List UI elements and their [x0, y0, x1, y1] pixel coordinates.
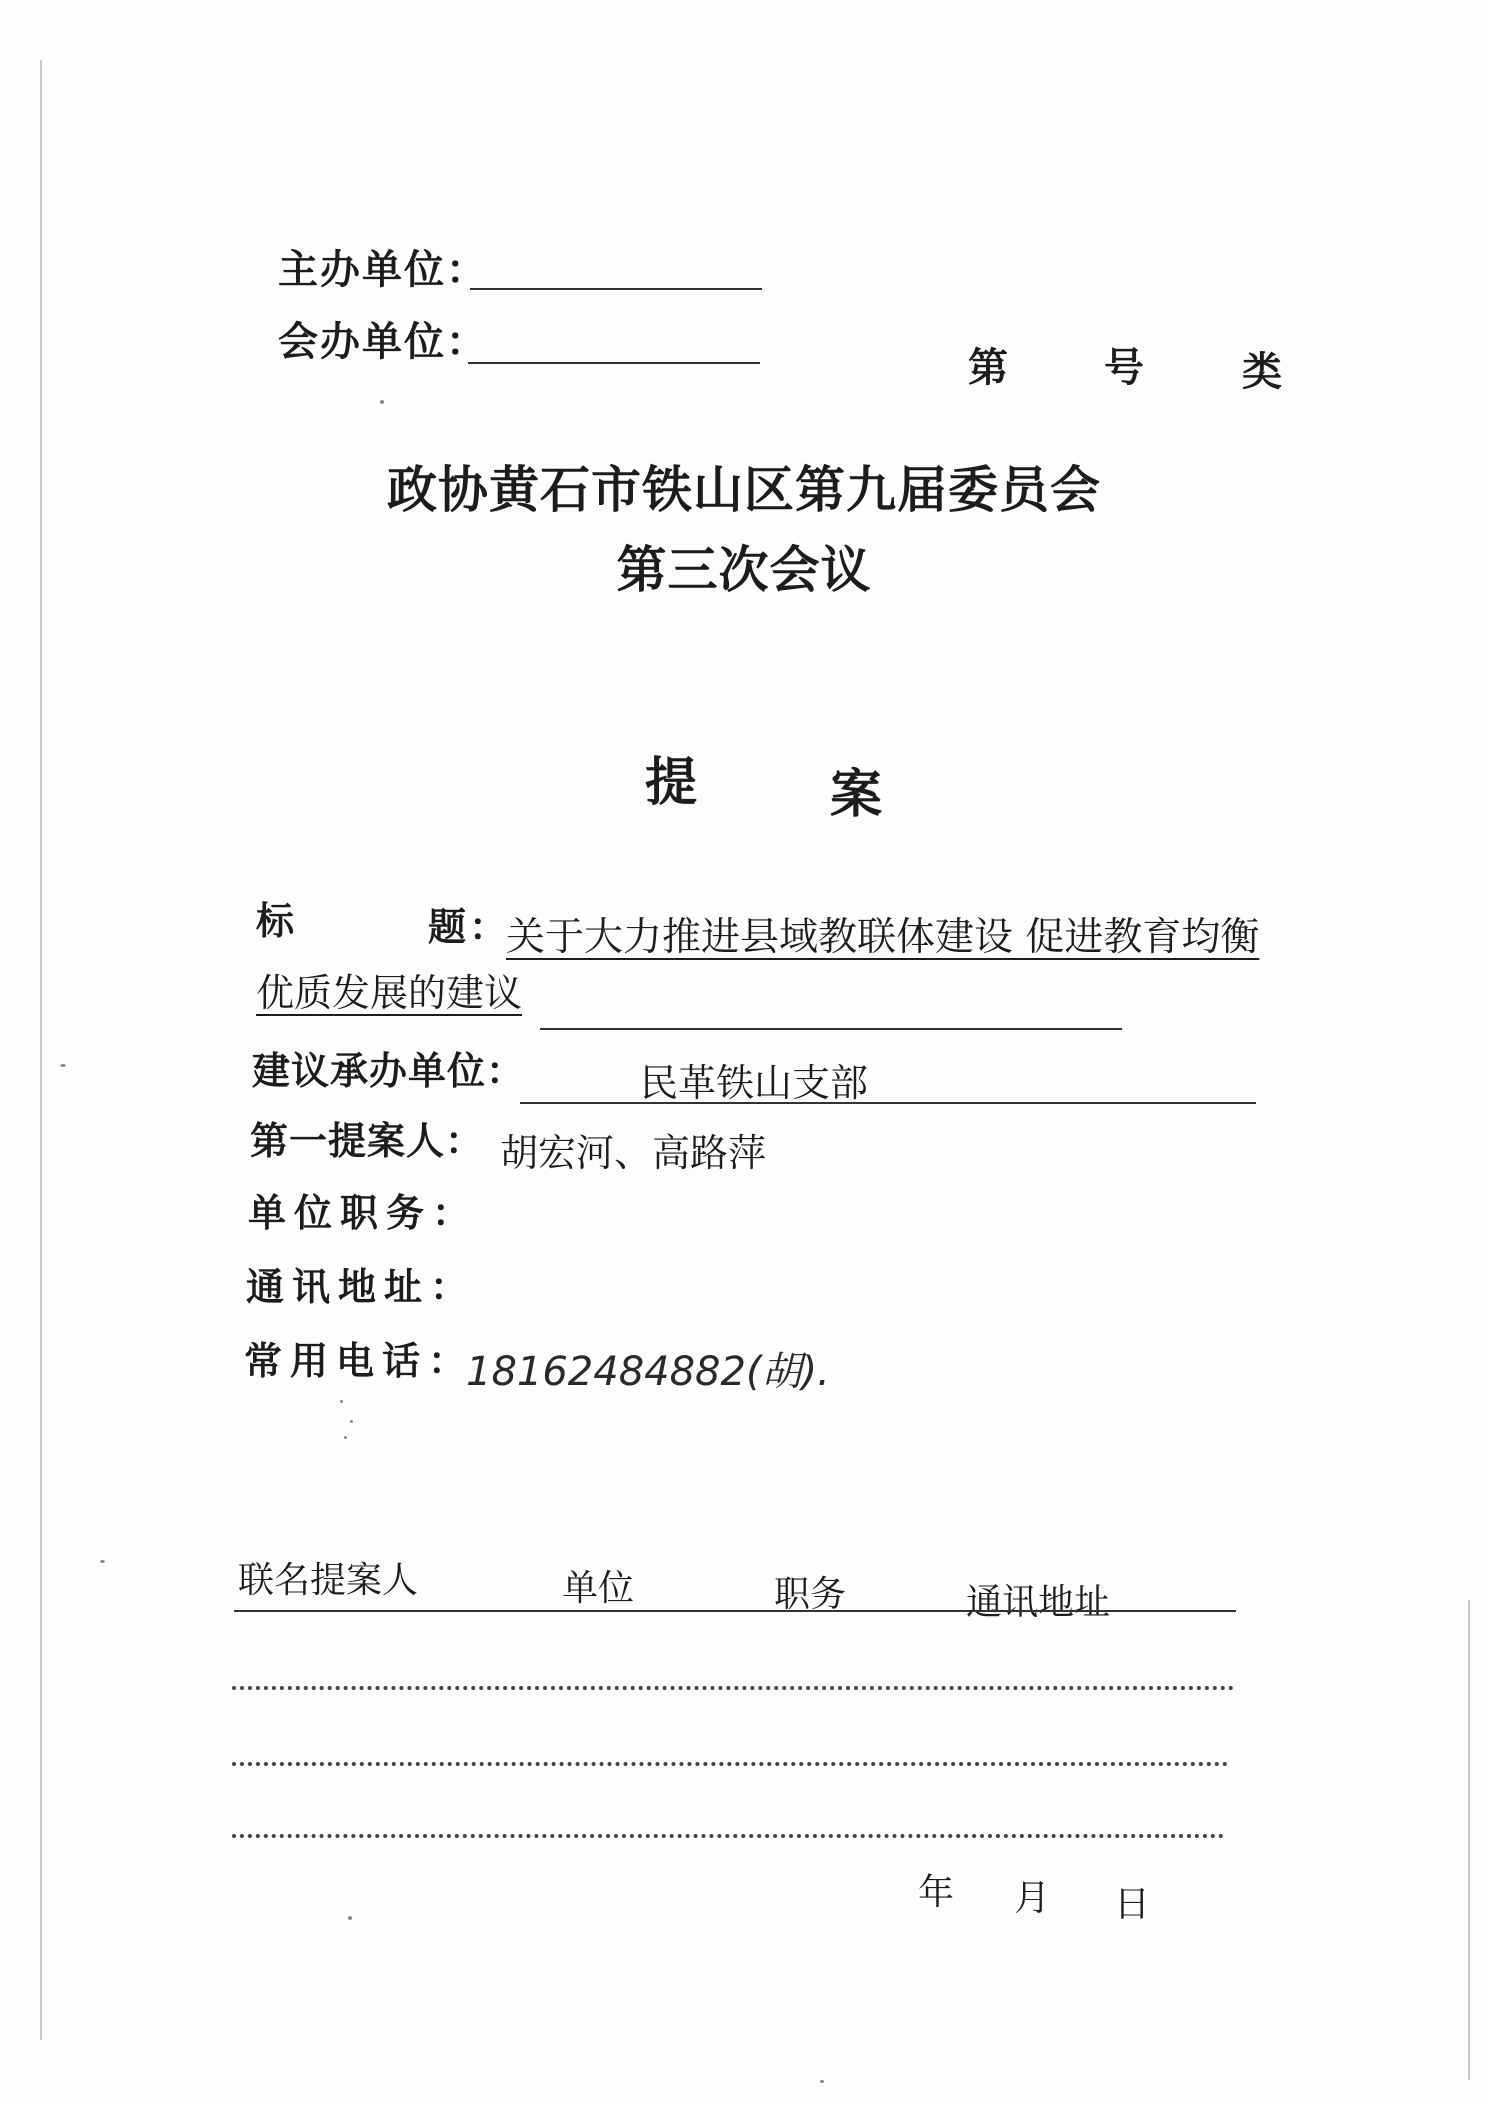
subject-underline-extension: [540, 1028, 1122, 1030]
host-unit-blank: [470, 288, 762, 290]
scan-speck: [60, 1064, 66, 1067]
date-year: 年: [918, 1872, 955, 1913]
first-proposer-label: 第一提案人：: [250, 1118, 485, 1163]
handling-unit-underline: [520, 1102, 1256, 1104]
co-host-unit-blank: [468, 362, 760, 364]
subject-value-line-2: 优质发展的建议: [256, 971, 523, 1015]
subject-label-1: 标: [256, 898, 298, 943]
number-prefix: 第: [968, 344, 1008, 391]
cosigner-row-3: [232, 1834, 1224, 1838]
cosigner-header-address: 通讯地址: [966, 1582, 1111, 1623]
date-day: 日: [1114, 1884, 1151, 1925]
first-proposer-value: 胡宏河、高路萍: [500, 1131, 767, 1175]
proposal-heading-char-2: 案: [830, 764, 883, 825]
scan-speck: [350, 1420, 353, 1423]
scan-right-edge: [1468, 1600, 1470, 2080]
handling-unit-value: 民革铁山支部: [640, 1061, 869, 1105]
cosigner-row-1: [232, 1686, 1234, 1690]
address-label: 通讯地址：: [246, 1264, 477, 1309]
phone-value-handwritten: 18162484882(胡).: [466, 1349, 830, 1395]
scan-speck: [348, 1916, 352, 1920]
scan-speck: [340, 1400, 343, 1403]
subject-value-line-1: 关于大力推进县域教联体建设 促进教育均衡: [506, 915, 1260, 960]
subject-label-2: 题：: [428, 904, 511, 949]
scan-speck: [820, 2080, 824, 2083]
proposal-heading-char-1: 提: [645, 752, 698, 813]
position-label: 单位职务：: [248, 1190, 479, 1235]
cosigner-header-name: 联名提案人: [238, 1560, 419, 1601]
cosigner-header-rule: [234, 1610, 1236, 1612]
handling-unit-label: 建议承办单位：: [252, 1048, 526, 1093]
number-suffix: 号: [1104, 344, 1144, 391]
scan-speck: [380, 400, 384, 404]
host-unit-label: 主办单位：: [278, 246, 488, 293]
date-month: 月: [1014, 1878, 1051, 1919]
co-host-unit-label: 会办单位：: [278, 318, 488, 365]
phone-label: 常用电话：: [244, 1338, 475, 1383]
page-title: 政协黄石市铁山区第九届委员会: [387, 460, 1101, 519]
cosigner-header-position: 职务: [774, 1574, 847, 1615]
category-suffix: 类: [1242, 348, 1282, 395]
scan-speck: [344, 1436, 347, 1439]
scan-left-edge: [40, 60, 42, 2040]
page-subtitle: 第三次会议: [616, 540, 872, 599]
scan-speck: [100, 1560, 105, 1563]
cosigner-row-2: [232, 1762, 1228, 1766]
cosigner-header-unit: 单位: [562, 1568, 635, 1609]
